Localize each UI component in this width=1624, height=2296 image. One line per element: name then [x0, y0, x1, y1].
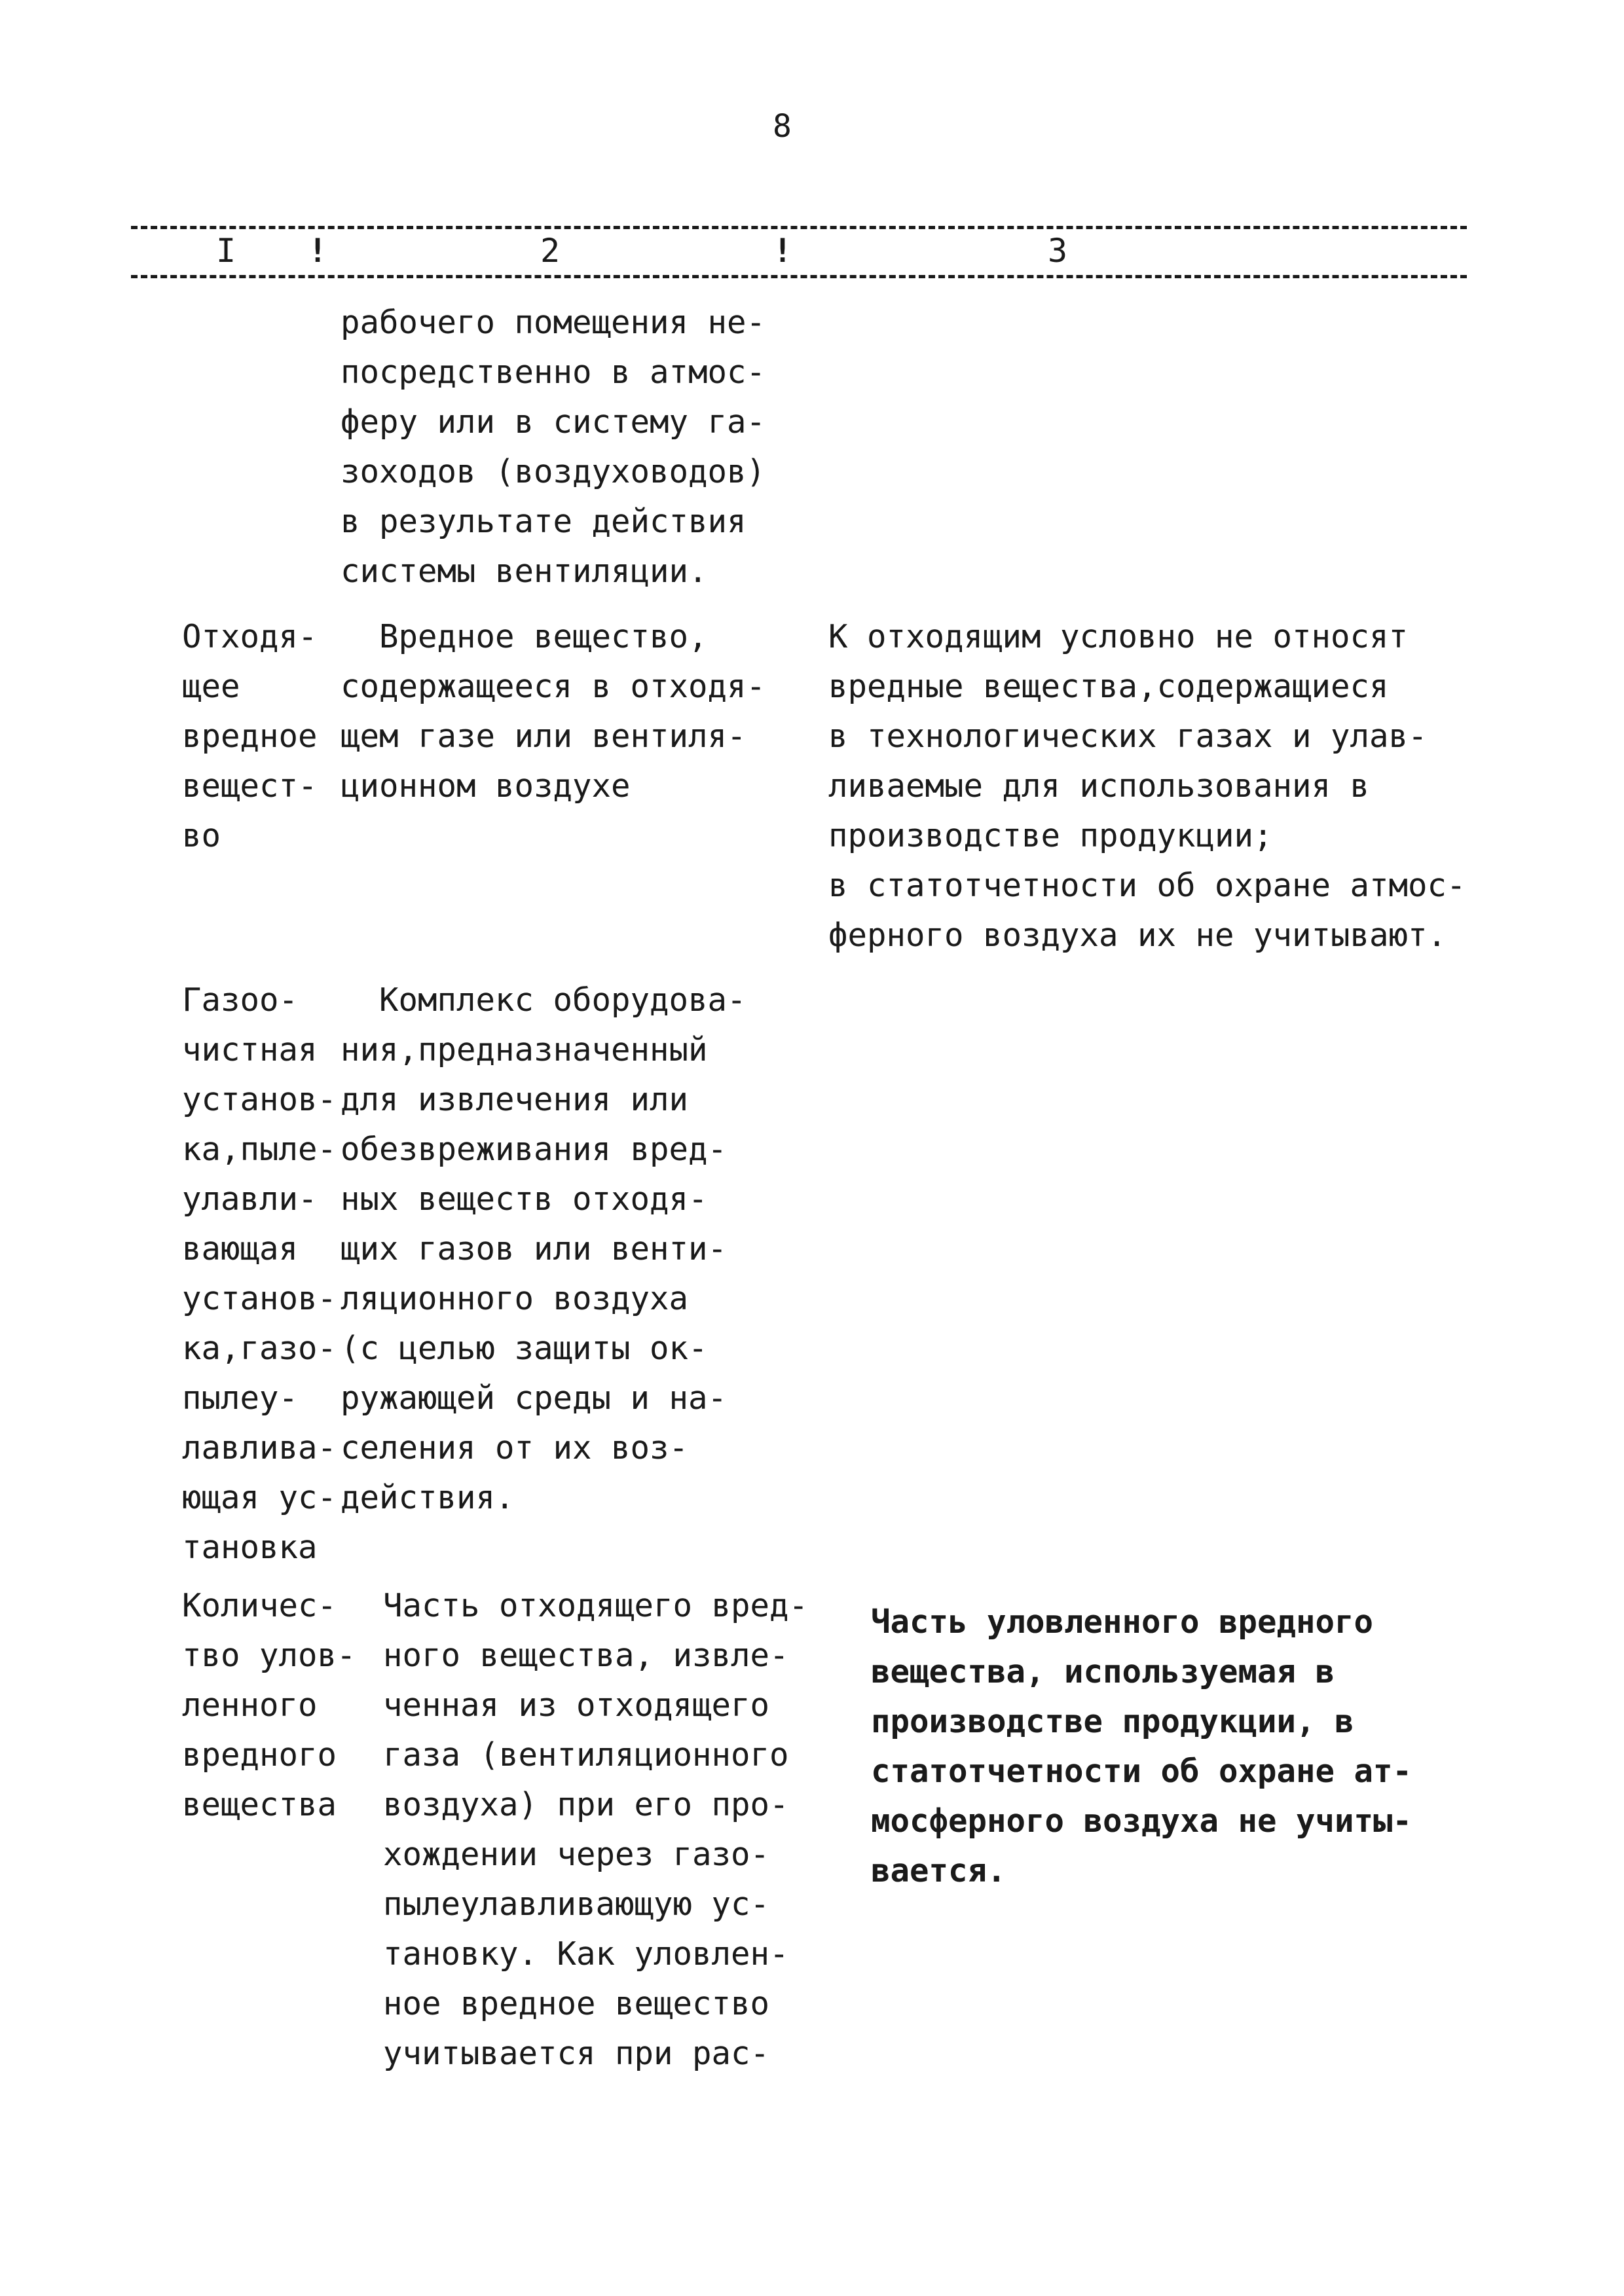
column-1-number: I	[216, 232, 236, 270]
page-number: 8	[773, 108, 792, 145]
header-bottom-rule	[131, 275, 1467, 278]
entry-2-term: Газоо- чистная установ- ка,пыле- улавли- вающая установ- ка,газо- пылеу- лавлива- ющая ус- тановка	[182, 981, 337, 1566]
column-separator-1: !	[308, 232, 328, 270]
column-separator-2: !	[773, 232, 793, 270]
entry-1-term: Отходя- щее вредное вещест- во	[182, 618, 318, 854]
continued-definition: рабочего помещения не- посредственно в атмос- феру или в систему га- зоходов (воздуховодов) в результате действия системы вентиляции.	[341, 304, 766, 590]
entry-3-term: Количес- тво улов- ленного вредного вещества	[182, 1587, 356, 1823]
entry-2-definition: Комплекс оборудова- ния,предназначенный для извлечения или обезвреживания вред- ных веществ отходя- щих газов или венти- ляционного воздуха (с целью защиты ок- ружающей среды и на- селения от их воз- действия.	[341, 981, 747, 1516]
column-3-number: 3	[1048, 232, 1068, 270]
entry-1-definition: Вредное вещество, содержащееся в отходя- щем газе или вентиля- ционном воздухе	[341, 618, 766, 805]
entry-1-note: К отходящим условно не относят вредные вещества,содержащиеся в технологических газах и улав- ливаемые для использования в производстве продукции; в статотчетности об охране атмос- ферного воздуха их не учитывают.	[828, 618, 1466, 954]
entry-3-definition: Часть отходящего вред- ного вещества, извле- ченная из отходящего газа (вентиляционного воздуха) при его про- хождении через газо- пылеулавливающую ус- тановку. Как уловлен- ное вредное вещество учитывается при рас-	[383, 1587, 809, 2072]
header-top-rule	[131, 226, 1467, 229]
entry-3-note: Часть уловленного вредного вещества, используемая в производстве продукции, в статотчетности об охране ат- мосферного воздуха не учиты- вается.	[871, 1603, 1412, 1889]
column-2-number: 2	[540, 232, 561, 270]
